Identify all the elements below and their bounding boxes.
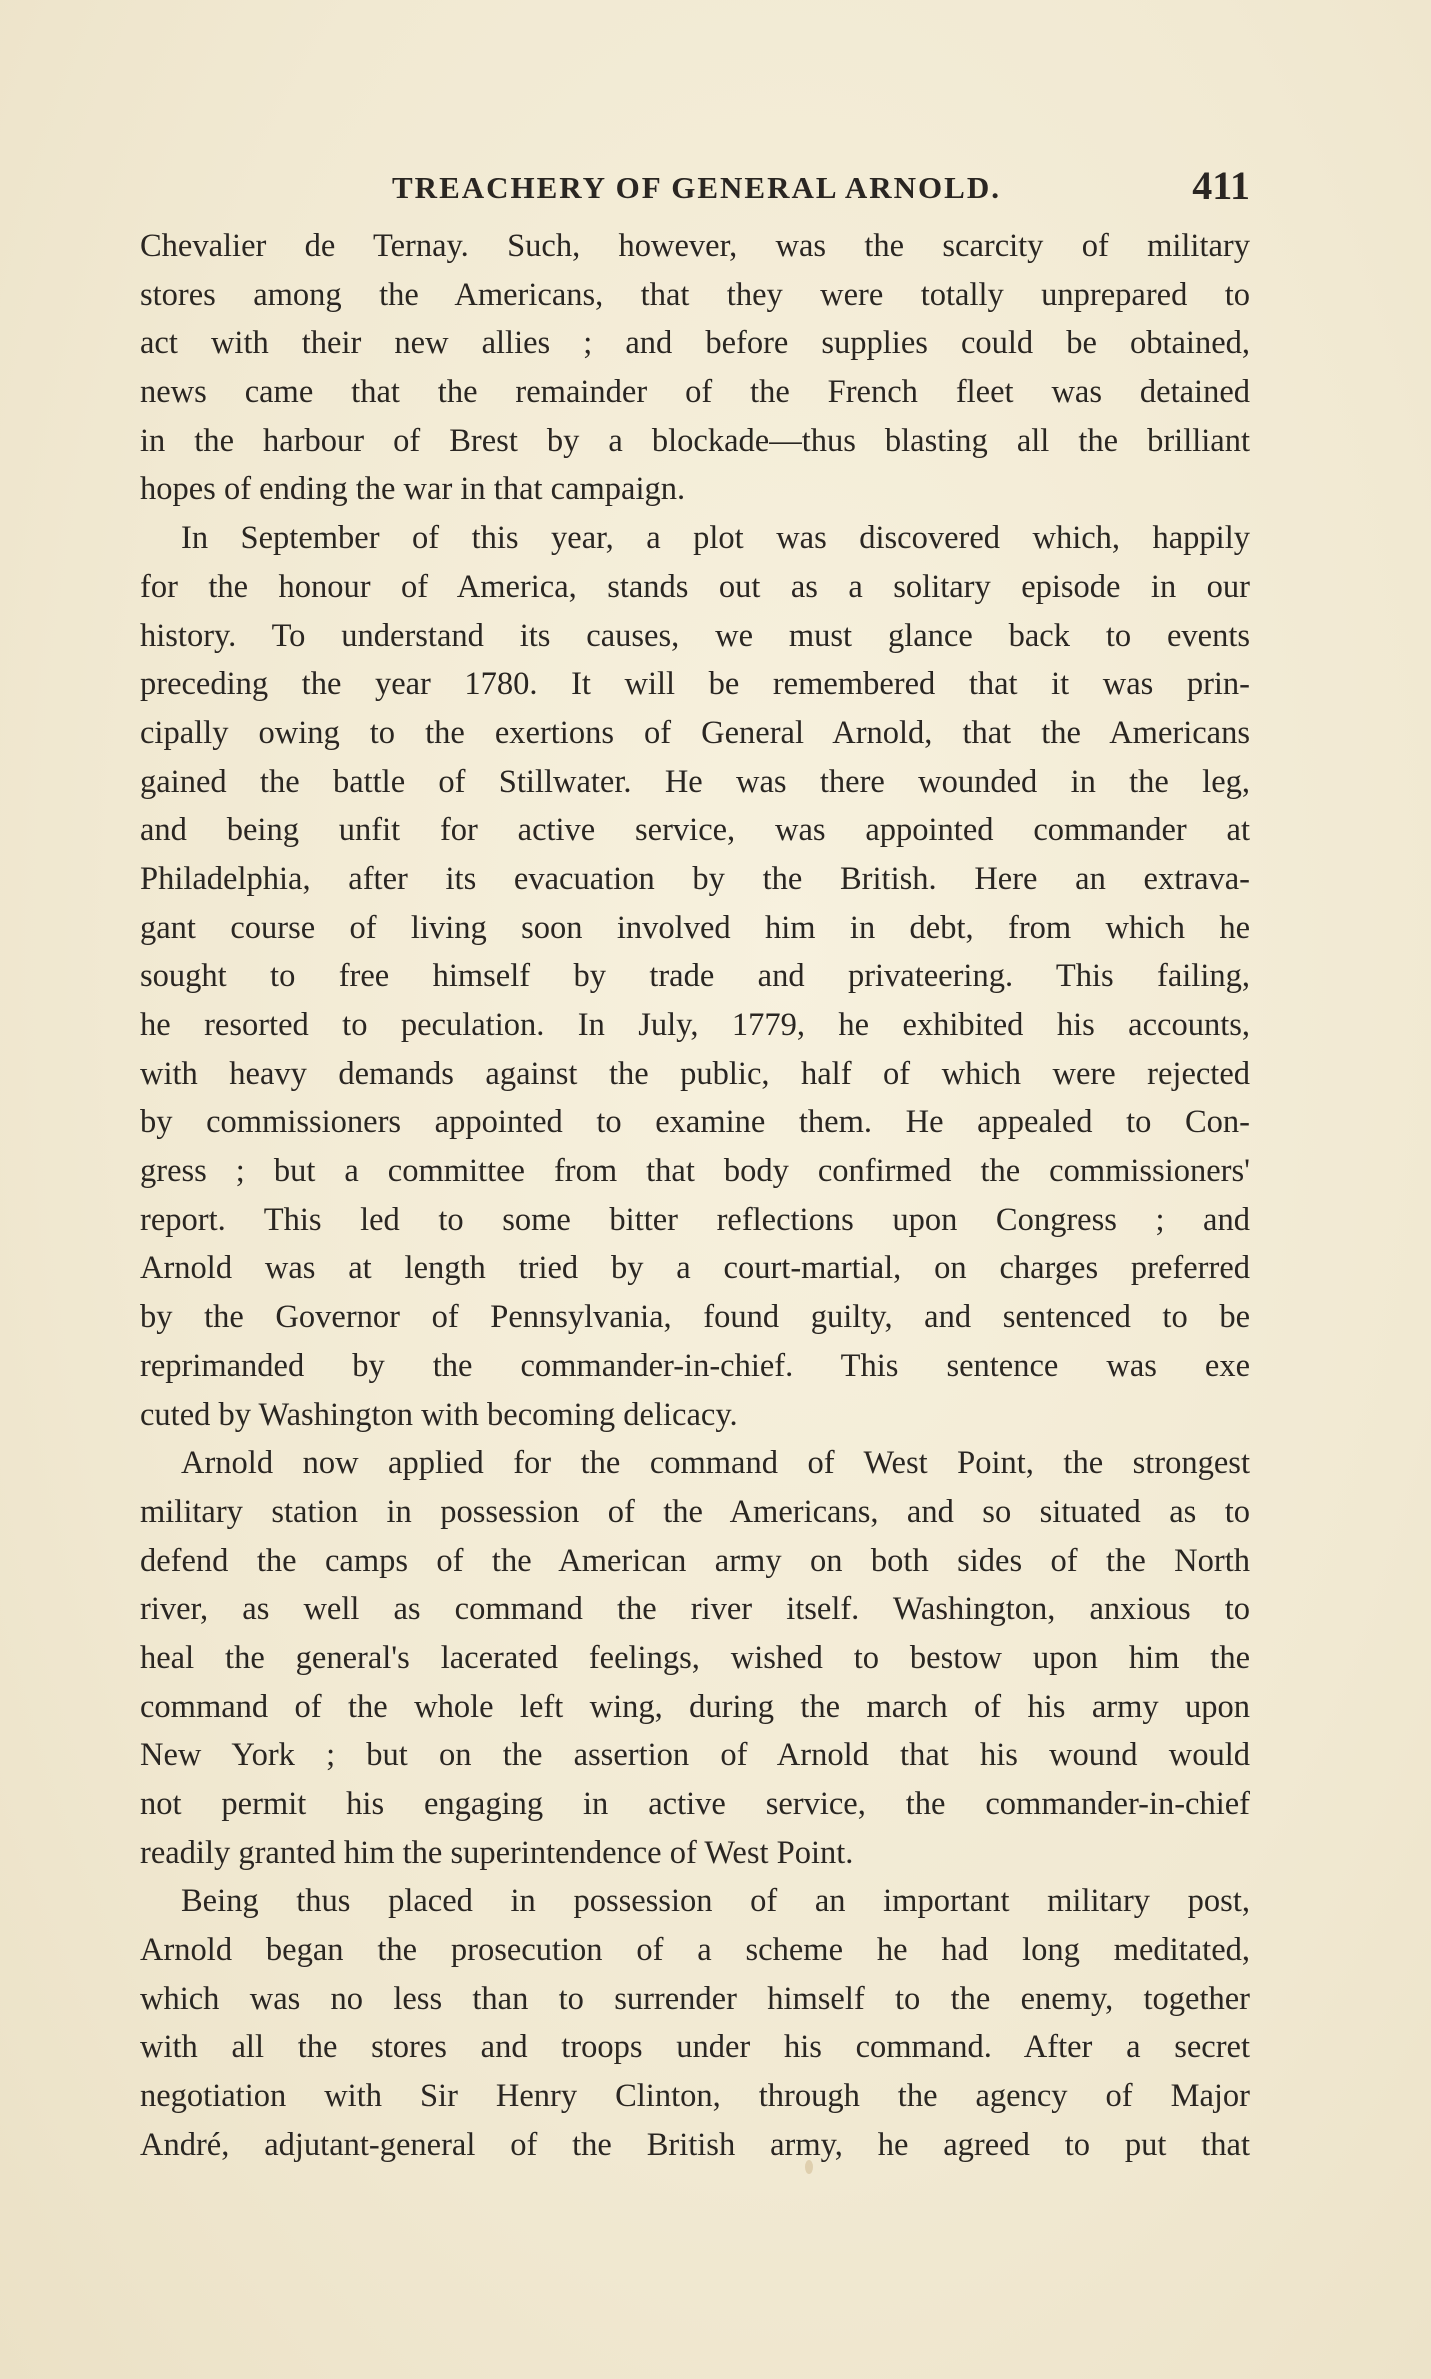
page-number: 411 bbox=[1192, 163, 1250, 208]
paragraph-start-line: Being thus placed in possession of an important military post, bbox=[181, 1883, 1250, 1920]
text-line: river, as well as command the river itself. Washington, anxious to bbox=[140, 1591, 1250, 1628]
text-line: stores among the Americans, that they were totally unprepared to bbox=[140, 276, 1250, 313]
text-line: hopes of ending the war in that campaign. bbox=[140, 471, 686, 508]
text-line: reprimanded by the commander-in-chief. This sentence was exe bbox=[140, 1347, 1250, 1384]
text-line: and being unfit for active service, was appointed commander at bbox=[140, 812, 1250, 849]
text-line: by commissioners appointed to examine them. He appealed to Con- bbox=[140, 1104, 1250, 1141]
text-line: cuted by Washington with becoming delicacy. bbox=[140, 1396, 738, 1433]
text-line: cipally owing to the exertions of General Arnold, that the Americans bbox=[140, 714, 1250, 751]
text-line: gained the battle of Stillwater. He was there wounded in the leg, bbox=[140, 763, 1250, 800]
text-line: Arnold was at length tried by a court-martial, on charges preferred bbox=[140, 1250, 1250, 1287]
text-line: defend the camps of the American army on both sides of the North bbox=[140, 1542, 1250, 1579]
text-line: gress ; but a committee from that body confirmed the commissioners' bbox=[140, 1153, 1250, 1190]
text-line: gant course of living soon involved him in debt, from which he bbox=[140, 909, 1250, 946]
text-line: heal the general's lacerated feelings, wished to bestow upon him the bbox=[140, 1639, 1250, 1676]
text-line: preceding the year 1780. It will be remembered that it was prin- bbox=[140, 666, 1250, 703]
text-line: with heavy demands against the public, half of which were rejected bbox=[140, 1055, 1250, 1092]
paper-mark bbox=[805, 2160, 813, 2174]
text-line: negotiation with Sir Henry Clinton, through the agency of Major bbox=[140, 2078, 1250, 2115]
text-line: which was no less than to surrender himself to the enemy, together bbox=[140, 1980, 1250, 2017]
body-text bbox=[140, 222, 1250, 2170]
text-line: by the Governor of Pennsylvania, found guilty, and sentenced to be bbox=[140, 1299, 1250, 1336]
text-line: for the honour of America, stands out as a solitary episode in our bbox=[140, 568, 1250, 605]
text-line: Arnold began the prosecution of a scheme he had long meditated, bbox=[140, 1932, 1250, 1969]
text-line: he resorted to peculation. In July, 1779, he exhibited his accounts, bbox=[140, 1007, 1250, 1043]
text-line: report. This led to some bitter reflections upon Congress ; and bbox=[140, 1201, 1250, 1238]
text-line: news came that the remainder of the French fleet was detained bbox=[140, 374, 1250, 411]
text-line: readily granted him the superintendence of West Point. bbox=[140, 1834, 854, 1871]
text-line: Chevalier de Ternay. Such, however, was the scarcity of military bbox=[140, 228, 1250, 264]
text-line: New York ; but on the assertion of Arnold that his wound would bbox=[140, 1737, 1250, 1774]
paragraph-start-line: In September of this year, a plot was discovered which, happily bbox=[181, 520, 1250, 557]
text-line: in the harbour of Brest by a blockade—thus blasting all the brilliant bbox=[140, 422, 1250, 459]
running-head: TREACHERY OF GENERAL ARNOLD. bbox=[392, 170, 1001, 205]
text-line: history. To understand its causes, we must glance back to events bbox=[140, 617, 1250, 654]
text-line: act with their new allies ; and before supplies could be obtained, bbox=[140, 325, 1250, 362]
text-line: André, adjutant-general of the British army, he agreed to put that bbox=[140, 2126, 1250, 2163]
text-line: sought to free himself by trade and privateering. This failing, bbox=[140, 958, 1250, 995]
text-line: military station in possession of the Americans, and so situated as to bbox=[140, 1493, 1250, 1530]
text-line: not permit his engaging in active service, the commander-in-chief bbox=[140, 1786, 1250, 1822]
text-line: command of the whole left wing, during the march of his army upon bbox=[140, 1688, 1250, 1725]
text-line: Philadelphia, after its evacuation by the British. Here an extrava- bbox=[140, 860, 1250, 897]
paragraph-start-line: Arnold now applied for the command of West Point, the strongest bbox=[181, 1445, 1250, 1482]
text-line: with all the stores and troops under his command. After a secret bbox=[140, 2029, 1250, 2066]
page-header bbox=[140, 162, 1250, 212]
